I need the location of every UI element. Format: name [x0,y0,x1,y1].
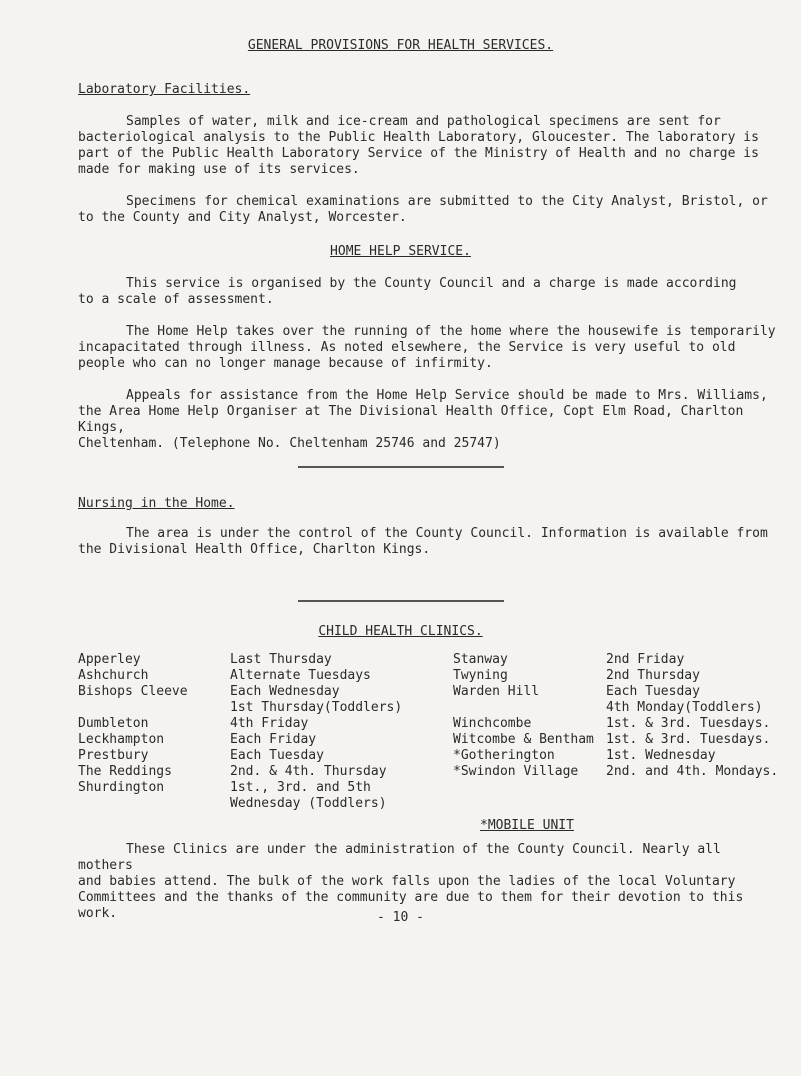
clinic-place: Shurdington [78,780,165,795]
clinic-place: Apperley [78,652,141,667]
clinic-time: 4th Monday(Toddlers) [606,700,763,715]
clinic-time: Each Tuesday [606,684,700,699]
clinic-time: 1st. Wednesday [606,748,716,763]
lab-paragraph-1: Samples of water, milk and ice-cream and pathological specimens are sent for bacteriological analysis to the Public Health Laboratory, Gloucester. The laboratory is part of the Public Health Laboratory Service of the Ministry of Health and no charge is made for making use of its services. [78,114,759,177]
clinic-place: Twyning [453,668,508,683]
clinic-times-left [230,652,402,812]
home-help-paragraph-3: Appeals for assistance from the Home Help Service should be made to Mrs. Williams, the Area Home Help Organiser at The Divisional Health Office, Copt Elm Road, Charlton Kings, Cheltenham. (Telephone No. Cheltenham 25746 and 25747) [78,388,768,451]
clinic-time: 1st., 3rd. and 5th [230,780,371,795]
clinic-time: Each Friday [230,732,317,747]
clinic-time: Alternate Tuesdays [230,668,371,683]
clinic-places-left [78,652,188,796]
clinic-times-right [606,652,778,780]
lab-paragraph-2: Specimens for chemical examinations are submitted to the City Analyst, Bristol, or to the County and City Analyst, Worcester. [78,194,768,225]
divider-1 [298,466,504,468]
clinics-paragraph: These Clinics are under the administration of the County Council. Nearly all mothers and babies attend. The bulk of the work falls upon the ladies of the local Voluntary Committees and the thanks of the community are due to them for their devotion to this work. [78,842,744,921]
clinic-place: Bishops Cleeve [78,684,188,699]
clinic-time: 2nd. and 4th. Mondays. [606,764,779,779]
clinic-place: Warden Hill [453,684,540,699]
home-help-paragraph-2: The Home Help takes over the running of the home where the housewife is temporarily incapacitated through illness. As noted elsewhere, the Service is very useful to old people who can no longer manage because of infirmity. [78,324,776,371]
home-help-paragraph-1: This service is organised by the County Council and a charge is made according to a scale of assessment. [78,276,737,307]
clinic-place: Prestbury [78,748,149,763]
clinic-time: Wednesday (Toddlers) [230,796,387,811]
clinic-time: 1st Thursday(Toddlers) [230,700,403,715]
clinic-time: 4th Friday [230,716,309,731]
clinic-place: Winchcombe [453,716,532,731]
clinic-place: Ashchurch [78,668,149,683]
nursing-heading: Nursing in the Home. [78,496,235,511]
clinic-place: The Reddings [78,764,172,779]
clinic-time: 2nd Friday [606,652,685,667]
clinic-place: Witcombe & Bentham [453,732,594,747]
nursing-paragraph: The area is under the control of the County Council. Information is available from the Divisional Health Office, Charlton Kings. [78,526,768,557]
page-title: GENERAL PROVISIONS FOR HEALTH SERVICES. [247,38,554,53]
clinic-time: Last Thursday [230,652,332,667]
clinic-time: Each Tuesday [230,748,324,763]
clinic-place: *Gotherington [453,748,555,763]
lab-heading: Laboratory Facilities. [78,82,251,97]
clinic-time: 1st. & 3rd. Tuesdays. [606,716,771,731]
clinic-time: 2nd. & 4th. Thursday [230,764,387,779]
clinic-place [453,700,594,716]
divider-2 [298,600,504,602]
clinic-place: Leckhampton [78,732,165,747]
home-help-heading: HOME HELP SERVICE. [330,244,471,259]
clinic-place [78,700,188,716]
mobile-unit-footnote: *MOBILE UNIT [480,818,574,833]
clinic-time: Each Wednesday [230,684,340,699]
page-number: - 10 - [377,910,424,925]
clinic-place: *Swindon Village [453,764,579,779]
clinics-heading: CHILD HEALTH CLINICS. [318,624,483,639]
clinic-time: 1st. & 3rd. Tuesdays. [606,732,771,747]
clinic-time: 2nd Thursday [606,668,700,683]
clinic-places-right [453,652,594,780]
clinic-place: Dumbleton [78,716,149,731]
clinic-place: Stanway [453,652,508,667]
